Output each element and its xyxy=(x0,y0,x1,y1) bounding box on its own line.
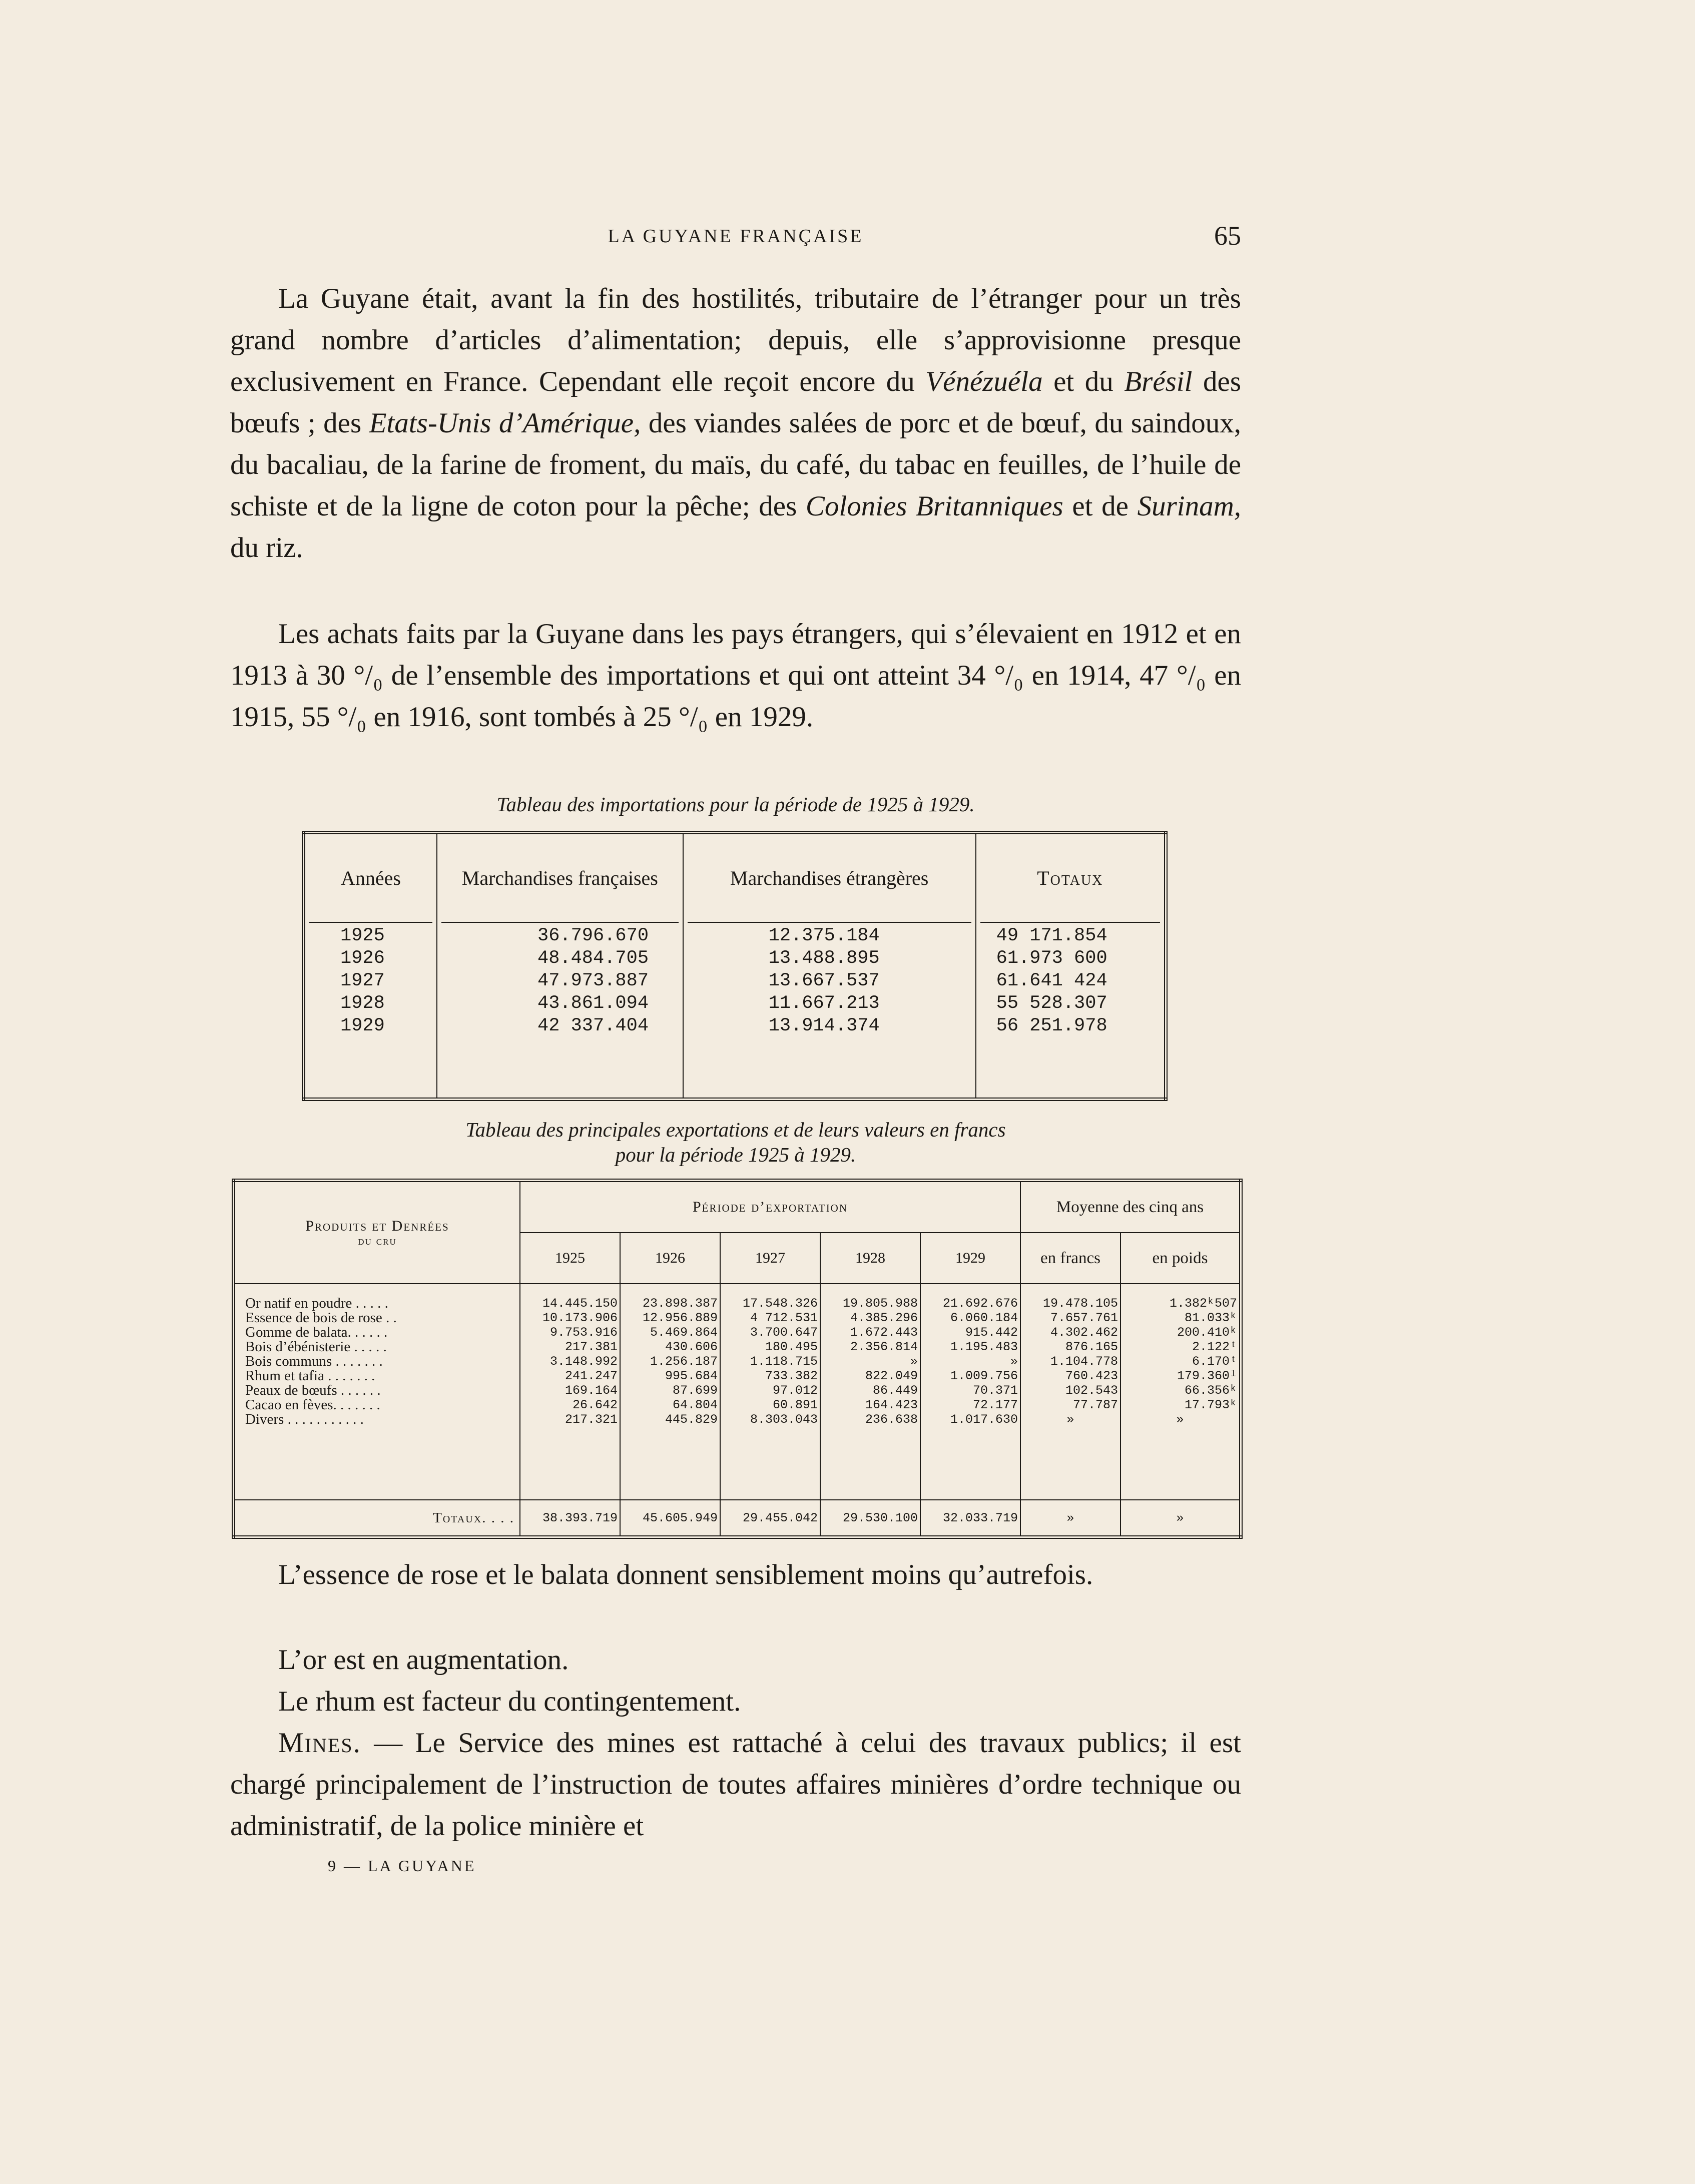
col-header-1926: 1926 xyxy=(620,1233,720,1284)
total-cell: 29.530.100 xyxy=(820,1500,920,1537)
value-cell: 87.699 xyxy=(672,1383,718,1398)
p1-text-e: et de xyxy=(1063,490,1138,522)
p5-text: Le rhum est facteur du contingentement. xyxy=(278,1686,741,1717)
value-cell: 81.033ᵏ xyxy=(1184,1311,1237,1325)
p1-venezuela: Vénézuéla xyxy=(925,366,1043,397)
value-cell: 760.423 xyxy=(1065,1369,1118,1383)
value-cell: 19.478.105 xyxy=(1042,1296,1118,1311)
p1-text-c: des bœufs ; des xyxy=(230,366,1242,439)
value-cell: » xyxy=(1010,1354,1018,1369)
paragraph-rhum xyxy=(230,1681,1241,1722)
value-cell: 180.495 xyxy=(765,1340,818,1354)
y1927-column xyxy=(720,1284,820,1500)
value-cell: 3.700.647 xyxy=(750,1325,818,1340)
product-label: Gomme de balata. . . . . . xyxy=(245,1324,388,1340)
totaux-cell: 61.641 424 xyxy=(996,970,1107,991)
col-header-moyenne: Moyenne des cinq ans xyxy=(1020,1181,1241,1233)
product-label: Bois communs . . . . . . . xyxy=(245,1353,383,1369)
p6-text: — Le Service des mines est rattaché à celui des travaux publics; il est chargé principalement de l’instruction de toutes affaires minières d’ordre technique ou administratif, de la police minière et xyxy=(230,1727,1241,1842)
value-cell: 164.423 xyxy=(865,1398,918,1412)
running-head xyxy=(230,220,1241,255)
col-header-1929: 1929 xyxy=(920,1233,1020,1284)
value-cell: 1.009.756 xyxy=(950,1369,1018,1383)
value-cell: 21.692.676 xyxy=(942,1296,1018,1311)
value-cell: 72.177 xyxy=(972,1398,1018,1412)
value-cell: 5.469.864 xyxy=(650,1325,718,1340)
rule xyxy=(688,922,971,923)
value-cell: 1.195.483 xyxy=(950,1340,1018,1354)
p1-text-d: des viandes salées de porc et de bœuf, du saindoux, du bacaliau, de la farine de froment, du maïs, du café, du tabac en feuilles, de l’huile de schiste et de la ligne de coton pour la pêche; des xyxy=(230,407,1241,522)
value-cell: 4.302.462 xyxy=(1050,1325,1118,1340)
exports-body-row xyxy=(234,1284,1241,1500)
avg-francs-column xyxy=(1020,1284,1120,1500)
value-cell: 822.049 xyxy=(865,1369,918,1383)
value-cell: 60.891 xyxy=(772,1398,818,1412)
col-header-annees: Années xyxy=(304,833,437,922)
product-label: Cacao en fèves. . . . . . . xyxy=(245,1397,380,1413)
value-cell: 3.148.992 xyxy=(549,1354,618,1369)
col-header-en-poids: en poids xyxy=(1120,1233,1241,1284)
value-cell: 995.684 xyxy=(665,1369,718,1383)
p1-text-b: et du xyxy=(1042,366,1124,397)
product-label: Divers . . . . . . . . . . . xyxy=(245,1411,364,1427)
value-cell: 1.256.187 xyxy=(650,1354,718,1369)
value-cell: 19.805.988 xyxy=(842,1296,918,1311)
col-header-en-francs: en francs xyxy=(1020,1233,1120,1284)
value-cell: 1.017.630 xyxy=(950,1412,1018,1427)
value-cell: 66.356ᵏ xyxy=(1184,1383,1237,1398)
value-cell: 6.170ᵗ xyxy=(1192,1354,1237,1369)
y1928-column xyxy=(820,1284,920,1500)
col-header-produits xyxy=(234,1181,520,1284)
imports-table xyxy=(302,831,1168,1101)
avg-poids-column xyxy=(1120,1284,1241,1500)
totaux-cell: 55 528.307 xyxy=(996,993,1107,1014)
value-cell: 4 712.531 xyxy=(750,1311,818,1325)
total-cell: 38.393.719 xyxy=(520,1500,620,1537)
value-cell: 102.543 xyxy=(1065,1383,1118,1398)
totaux-cell: 56 251.978 xyxy=(996,1015,1107,1036)
paragraph-rose-balata xyxy=(230,1554,1241,1595)
rule xyxy=(441,922,679,923)
etrangeres-cell: 13.667.537 xyxy=(768,970,880,991)
value-cell: 241.247 xyxy=(564,1369,618,1383)
exports-table xyxy=(232,1179,1243,1539)
product-label: Rhum et tafia . . . . . . . xyxy=(245,1368,375,1384)
value-cell: 200.410ᵏ xyxy=(1177,1325,1237,1340)
value-cell: 9.753.916 xyxy=(549,1325,618,1340)
value-cell: 7.657.761 xyxy=(1050,1311,1118,1325)
p4-text: L’or est en augmentation. xyxy=(278,1644,569,1676)
rule xyxy=(309,922,432,923)
imports-body-row xyxy=(304,925,1166,1100)
col-header-1927: 1927 xyxy=(720,1233,820,1284)
value-cell: » xyxy=(1066,1412,1074,1427)
p6-label: Mines. xyxy=(278,1727,361,1759)
value-cell: 12.956.889 xyxy=(642,1311,718,1325)
p1-colonies: Colonies Britanniques xyxy=(805,490,1063,522)
value-cell: 6.060.184 xyxy=(950,1311,1018,1325)
value-cell: 2.356.814 xyxy=(850,1340,918,1354)
produits-label-1: Produits et Denrées xyxy=(305,1217,449,1234)
product-label: Essence de bois de rose . . xyxy=(245,1310,397,1326)
value-cell: 64.804 xyxy=(672,1398,718,1412)
col-header-periode: Période d’exportation xyxy=(520,1181,1020,1233)
value-cell: 733.382 xyxy=(765,1369,818,1383)
value-cell: 1.104.778 xyxy=(1050,1354,1118,1369)
value-cell: 1.382ᵏ507 xyxy=(1169,1296,1237,1311)
value-cell: 1.118.715 xyxy=(750,1354,818,1369)
imports-header-row xyxy=(304,833,1166,922)
signature-mark: 9 — LA GUYANE xyxy=(328,1857,476,1875)
francaises-cell: 48.484.705 xyxy=(537,948,649,969)
value-cell: 26.642 xyxy=(572,1398,618,1412)
product-label: Bois d’ébénisterie . . . . . xyxy=(245,1339,387,1355)
value-cell: 17.548.326 xyxy=(742,1296,818,1311)
paragraph-foreign-share xyxy=(230,613,1241,738)
value-cell: 217.321 xyxy=(564,1412,618,1427)
value-cell: 169.164 xyxy=(564,1383,618,1398)
imports-table-caption: Tableau des importations pour la période de 1925 à 1929. xyxy=(496,793,975,816)
value-cell: 77.787 xyxy=(1072,1398,1118,1412)
value-cell: 430.606 xyxy=(665,1340,718,1354)
totals-label: Totaux. . . . xyxy=(234,1500,520,1537)
p1-bresil: Brésil xyxy=(1124,366,1193,397)
col-header-totaux: Totaux xyxy=(1037,867,1103,889)
total-cell: » xyxy=(1120,1500,1241,1537)
value-cell: 915.442 xyxy=(965,1325,1018,1340)
totaux-cell: 61.973 600 xyxy=(996,948,1107,969)
value-cell: 8.303.043 xyxy=(750,1412,818,1427)
p1-etats-unis: Etats-Unis d’Amérique, xyxy=(369,407,641,439)
paragraph-or xyxy=(230,1639,1241,1681)
year-cell: 1927 xyxy=(340,970,385,991)
value-cell: 1.672.443 xyxy=(850,1325,918,1340)
p1-surinam: Surinam, xyxy=(1137,490,1241,522)
exports-table-caption xyxy=(230,1117,1241,1167)
col-header-francaises: Marchandises françaises xyxy=(437,833,683,922)
p1-text-f: du riz. xyxy=(230,532,303,564)
etrangeres-column xyxy=(683,925,976,1100)
p1-text-a: La Guyane était, avant la fin des hostilités, tributaire de l’étranger pour un très grand nombre d’articles d’alimentation; depuis, elle s’approvisionne presque exclusivement en France. Cependant elle reçoit encore du xyxy=(230,283,1241,397)
rule xyxy=(980,922,1160,923)
years-column xyxy=(304,925,437,1100)
totaux-column xyxy=(976,925,1166,1100)
value-cell: 179.360ˡ xyxy=(1177,1369,1237,1383)
value-cell: 4.385.296 xyxy=(850,1311,918,1325)
value-cell: 10.173.906 xyxy=(542,1311,618,1325)
etrangeres-cell: 12.375.184 xyxy=(768,925,880,946)
value-cell: » xyxy=(1176,1412,1184,1427)
p3-text: L’essence de rose et le balata donnent sensiblement moins qu’autrefois. xyxy=(278,1559,1093,1590)
page-number: 65 xyxy=(1214,221,1241,251)
exports-totals-row xyxy=(234,1500,1241,1537)
year-cell: 1928 xyxy=(340,993,385,1014)
running-title: LA GUYANE FRANÇAISE xyxy=(608,226,864,247)
value-cell: 23.898.387 xyxy=(642,1296,718,1311)
etrangeres-cell: 13.914.374 xyxy=(768,1015,880,1036)
exports-caption-line-2: pour la période 1925 à 1929. xyxy=(615,1143,856,1166)
y1925-column xyxy=(520,1284,620,1500)
value-cell: 2.122ᵗ xyxy=(1192,1340,1237,1354)
value-cell: 97.012 xyxy=(772,1383,818,1398)
total-cell: » xyxy=(1020,1500,1120,1537)
value-cell: 217.381 xyxy=(564,1340,618,1354)
product-label: Or natif en poudre . . . . . xyxy=(245,1295,388,1311)
products-column xyxy=(234,1284,520,1500)
y1929-column xyxy=(920,1284,1020,1500)
francaises-cell: 43.861.094 xyxy=(537,993,649,1014)
exports-header-row-1 xyxy=(234,1181,1241,1233)
year-cell: 1929 xyxy=(340,1015,385,1036)
paragraph-imports-sources xyxy=(230,278,1241,569)
col-header-etrangeres: Marchandises étrangères xyxy=(683,833,976,922)
totaux-cell: 49 171.854 xyxy=(996,925,1107,946)
year-cell: 1925 xyxy=(340,925,385,946)
produits-label-2: du cru xyxy=(358,1234,397,1248)
francaises-cell: 47.973.887 xyxy=(537,970,649,991)
paragraph-mines xyxy=(230,1722,1241,1847)
etrangeres-cell: 11.667.213 xyxy=(768,993,880,1014)
total-cell: 32.033.719 xyxy=(920,1500,1020,1537)
total-cell: 29.455.042 xyxy=(720,1500,820,1537)
y1926-column xyxy=(620,1284,720,1500)
value-cell: 14.445.150 xyxy=(542,1296,618,1311)
col-header-1925: 1925 xyxy=(520,1233,620,1284)
value-cell: 876.165 xyxy=(1065,1340,1118,1354)
value-cell: 445.829 xyxy=(665,1412,718,1427)
value-cell: 70.371 xyxy=(972,1383,1018,1398)
francaises-cell: 42 337.404 xyxy=(537,1015,649,1036)
total-cell: 45.605.949 xyxy=(620,1500,720,1537)
value-cell: 236.638 xyxy=(865,1412,918,1427)
value-cell: » xyxy=(910,1354,918,1369)
p2-text: Les achats faits par la Guyane dans les pays étrangers, qui s’élevaient en 1912 et en 1913 à 30 °/₀ de l’ensemble des importations et qui ont atteint 34 °/₀ en 1914, 47 °/₀ en 1915, 55 °/₀ en 1916, sont tombés à 25 °/₀ en 1929. xyxy=(230,618,1241,733)
year-cell: 1926 xyxy=(340,948,385,969)
product-label: Peaux de bœufs . . . . . . xyxy=(245,1382,381,1398)
francaises-column xyxy=(437,925,683,1100)
value-cell: 86.449 xyxy=(872,1383,918,1398)
etrangeres-cell: 13.488.895 xyxy=(768,948,880,969)
francaises-cell: 36.796.670 xyxy=(537,925,649,946)
value-cell: 17.793ᵏ xyxy=(1184,1398,1237,1412)
col-header-1928: 1928 xyxy=(820,1233,920,1284)
exports-caption-line-1: Tableau des principales exportations et de leurs valeurs en francs xyxy=(465,1118,1006,1141)
